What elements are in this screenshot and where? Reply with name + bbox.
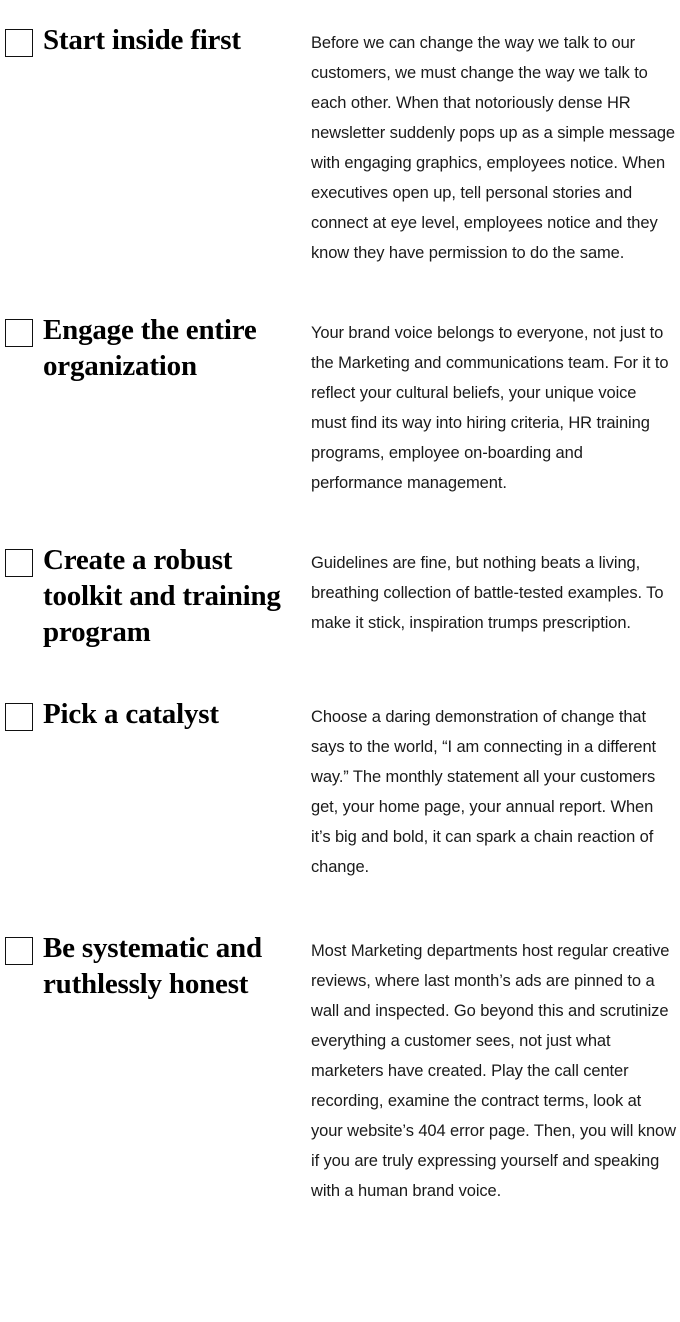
item-heading: Engage the entire organization	[43, 314, 257, 382]
checklist-item	[0, 542, 680, 650]
item-heading: Be systematic and ruthlessly honest	[43, 932, 262, 1000]
item-body: Choose a daring demonstration of change that says to the world, “I am connecting in a different way.” The monthly statement all your customers get, your home page, your annual report. When it’s big and bold, it can spark a chain reaction of change.	[311, 708, 657, 876]
checkbox-icon[interactable]	[5, 549, 33, 577]
body-cell	[311, 696, 676, 882]
body-cell	[311, 22, 676, 268]
checkbox-cell	[5, 930, 43, 965]
checkbox-icon[interactable]	[5, 319, 33, 347]
item-body: Before we can change the way we talk to our customers, we must change the way we talk to each other. When that notoriously dense HR newsletter suddenly pops up as a simple message with engaging graphics, employees notice. When executives open up, tell personal stories and connect at eye level, employees notice and they know they have permission to do the same.	[311, 34, 676, 262]
body-cell	[311, 542, 676, 638]
item-body: Your brand voice belongs to everyone, not just to the Marketing and communications team. For it to reflect your cultural beliefs, your unique voice must find its way into hiring criteria, HR training programs, employee on-boarding and performance management.	[311, 324, 669, 492]
checklist-item	[0, 312, 680, 498]
checklist-item	[0, 930, 680, 1206]
checkbox-cell	[5, 312, 43, 347]
heading-cell	[43, 542, 311, 650]
heading-cell	[43, 696, 311, 732]
checkbox-cell	[5, 22, 43, 57]
checklist-page	[0, 22, 680, 1322]
checkbox-icon[interactable]	[5, 703, 33, 731]
heading-cell	[43, 930, 311, 1002]
checklist-item	[0, 22, 680, 268]
checkbox-cell	[5, 696, 43, 731]
item-body: Most Marketing departments host regular creative reviews, where last month’s ads are pinned to a wall and inspected. Go beyond this and scrutinize everything a customer sees, not just what marketers have created. Play the call center recording, examine the contract terms, look at your website’s 404 error page. Then, you will know if you are truly expressing yourself and speaking with a human brand voice.	[311, 942, 676, 1200]
checkbox-cell	[5, 542, 43, 577]
checkbox-icon[interactable]	[5, 29, 33, 57]
item-body: Guidelines are fine, but nothing beats a living, breathing collection of battle-tested examples. To make it stick, inspiration trumps prescription.	[311, 554, 664, 632]
item-heading: Start inside first	[43, 24, 241, 56]
checklist-item	[0, 696, 680, 882]
heading-cell	[43, 22, 311, 58]
item-heading: Create a robust toolkit and training program	[43, 544, 281, 648]
body-cell	[311, 930, 676, 1206]
body-cell	[311, 312, 676, 498]
checkbox-icon[interactable]	[5, 937, 33, 965]
item-heading: Pick a catalyst	[43, 698, 219, 730]
heading-cell	[43, 312, 311, 384]
